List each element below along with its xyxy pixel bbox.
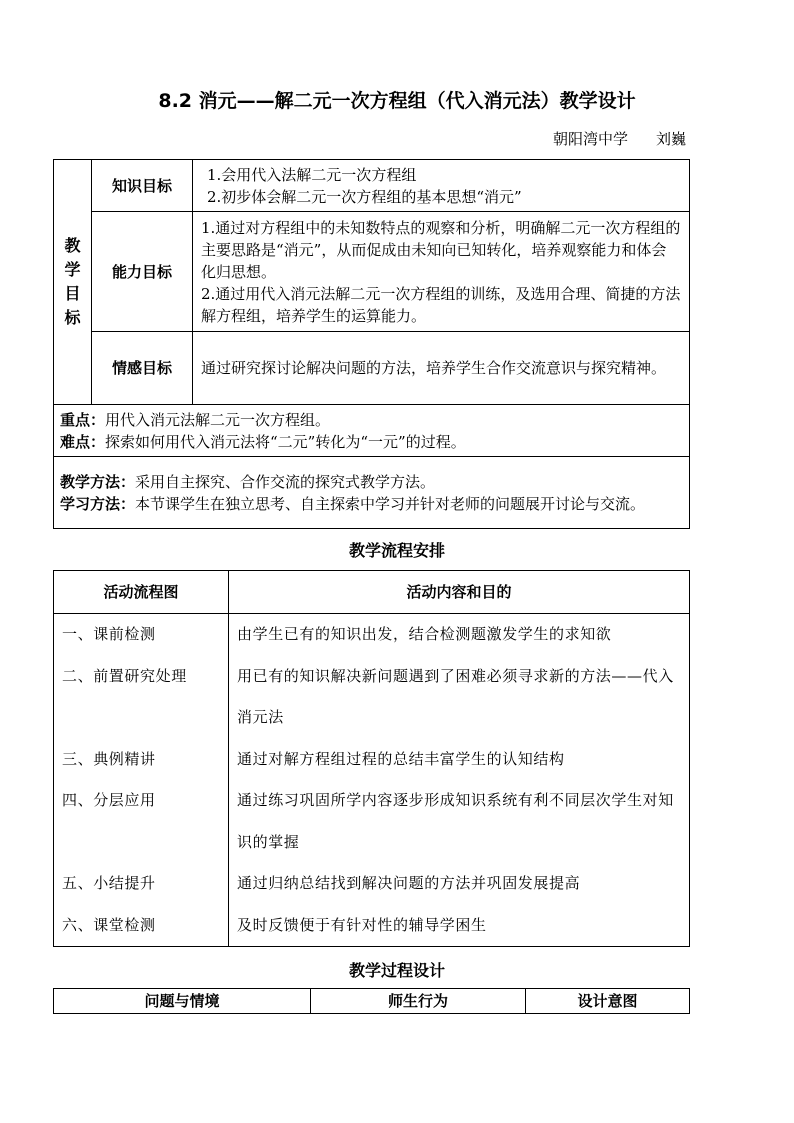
flow-heading: 教学流程安排 xyxy=(348,541,445,560)
flow-step: 一、课前检测 xyxy=(62,625,156,643)
goals-section-label: 教 学 目 标 xyxy=(54,160,92,405)
flow-header-steps: 活动流程图 xyxy=(54,571,229,614)
flow-steps-col-a xyxy=(54,614,229,905)
design-heading: 教学过程设计 xyxy=(348,961,445,980)
teaching-design-table xyxy=(53,988,690,1014)
methods-cell xyxy=(54,457,690,529)
document-title: 8.2 消元——解二元一次方程组（代入消元法）教学设计 xyxy=(158,90,636,112)
ability-goal-text: 1.通过对方程组中的未知数特点的观察和分析，明确解二元一次方程组的主要思路是“消元”，从而促成由未知向已知转化，培养观察能力和体会化归思想。 2.通过用代入消元法解二元一次方程组的训练，及选用合理、简捷的方法解方程组，培养学生的运算能力。 xyxy=(193,212,690,332)
flow-step: 五、小结提升 xyxy=(62,874,156,892)
author-school: 朝阳湾中学 xyxy=(552,130,628,148)
flow-step: 四、分层应用 xyxy=(62,791,156,809)
design-header-problem: 问题与情境 xyxy=(54,989,311,1014)
key-point-label: 重点： xyxy=(60,410,106,429)
flow-content: 通过归纳总结找到解决问题的方法并巩固发展提高 xyxy=(237,874,581,892)
design-header-behavior: 师生行为 xyxy=(311,989,526,1014)
flow-steps-col-b xyxy=(54,905,229,947)
teaching-method-label: 教学方法： xyxy=(60,472,136,491)
teaching-method-text: 采用自主探究、合作交流的探究式教学方法。 xyxy=(135,472,436,491)
key-points-cell xyxy=(54,405,690,457)
flow-step: 六、课堂检测 xyxy=(62,915,156,934)
difficult-point-text: 探索如何用代入消元法将“二元”转化为“一元”的过程。 xyxy=(105,432,466,451)
emotion-goal-text: 通过研究探讨论解决问题的方法，培养学生合作交流意识与探究精神。 xyxy=(193,332,690,405)
flow-content-col-a xyxy=(229,614,690,905)
learning-method-text: 本节课学生在独立思考、自主探索中学习并针对老师的问题展开讨论与交流。 xyxy=(135,494,646,513)
flow-step: 三、典例精讲 xyxy=(62,749,156,768)
ability-goal-label: 能力目标 xyxy=(92,212,193,332)
learning-method-label: 学习方法： xyxy=(60,494,136,513)
author-line xyxy=(553,128,686,149)
flow-content: 通过练习巩固所学内容逐步形成知识系统有利不同层次学生对知识的掌握 xyxy=(237,791,674,851)
flow-content-col-b xyxy=(229,905,690,947)
knowledge-goal-label: 知识目标 xyxy=(92,160,193,212)
emotion-goal-label: 情感目标 xyxy=(92,332,193,405)
design-header-intent: 设计意图 xyxy=(526,989,690,1014)
flow-content: 由学生已有的知识出发，结合检测题激发学生的求知欲 xyxy=(237,625,612,643)
teaching-goals-table xyxy=(53,159,690,529)
flow-content: 用已有的知识解决新问题遇到了困难必须寻求新的方法——代入消元法 xyxy=(237,666,674,726)
flow-step: 二、前置研究处理 xyxy=(62,666,187,685)
teaching-flow-table xyxy=(53,570,690,947)
author-name: 刘巍 xyxy=(655,130,686,148)
flow-content: 通过对解方程组过程的总结丰富学生的认知结构 xyxy=(237,749,565,768)
flow-content: 及时反馈便于有针对性的辅导学困生 xyxy=(237,915,487,934)
key-point-text: 用代入消元法解二元一次方程组。 xyxy=(105,410,331,429)
difficult-point-label: 难点： xyxy=(60,432,106,451)
knowledge-goal-text: 1.会用代入法解二元一次方程组 2.初步体会解二元一次方程组的基本思想“消元” xyxy=(193,160,690,212)
flow-header-content: 活动内容和目的 xyxy=(229,571,690,614)
